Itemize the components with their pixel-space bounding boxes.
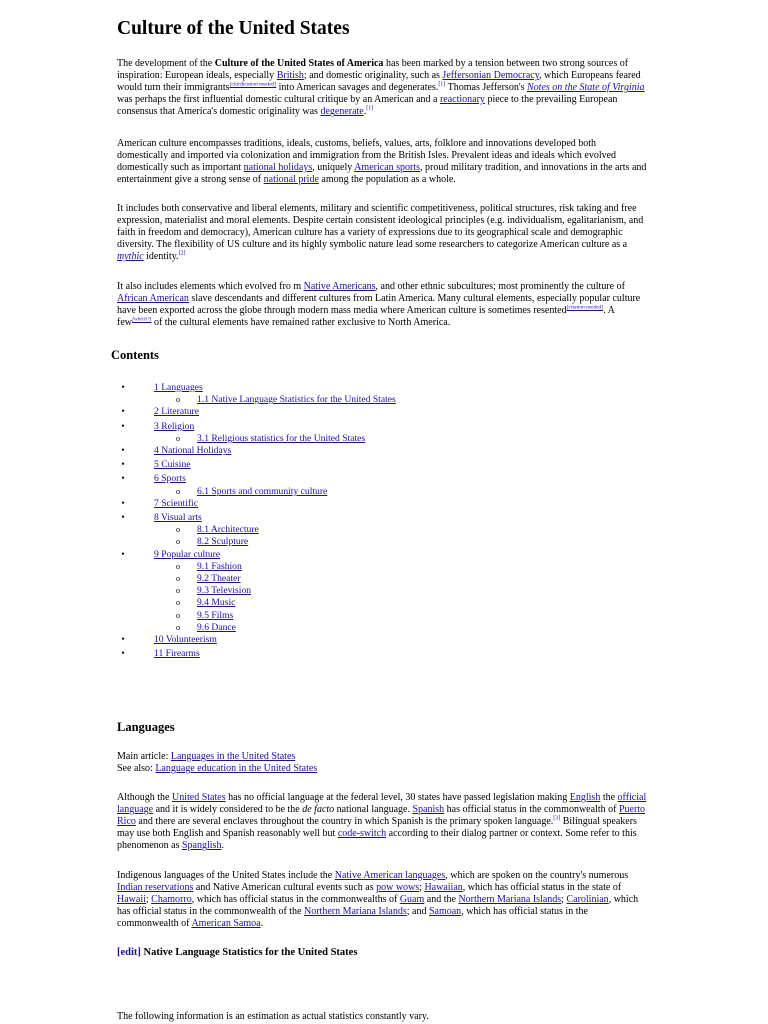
text: slave descendants and different cultures from Latin America. Many cultural elements, especially popular culture have been exported across the globe through modern mass media where American culture is sometimes resented [117, 293, 641, 317]
toc-link[interactable]: 3.1 Religious statistics for the United States [197, 432, 366, 444]
link-hawaii[interactable]: Hawaii [117, 894, 146, 906]
bullet-disc: • [121, 473, 125, 485]
text: and it is widely considered to be the [153, 804, 303, 816]
paragraph-4 [117, 281, 649, 329]
toc-link[interactable]: 1.1 Native Language Statistics for the United States [197, 394, 396, 406]
bullet-circle: o [176, 433, 180, 443]
text: , which are spoken on the country's numerous [445, 870, 629, 881]
text: , proud military tradition, and innovations in the arts and entertainment give a strong sense of [117, 162, 647, 186]
text: ; and domestic originality, such as [303, 70, 443, 82]
toc-link[interactable]: 11 Firearms [154, 648, 200, 660]
cut-off-line: The following information is an estimation as actual statistics constantly vary. [117, 1011, 429, 1022]
link-british[interactable]: British [276, 70, 304, 82]
bullet-circle: o [176, 598, 180, 608]
text: and the [424, 894, 459, 906]
text: ; [561, 894, 567, 906]
link-languages-in-us[interactable]: Languages in the United States [170, 751, 296, 762]
link-notes-on-virginia[interactable]: Notes on the State of Virginia [527, 82, 645, 94]
toc-item [176, 560, 242, 573]
toc-item [121, 459, 191, 471]
note-which[interactable]: [which?] [132, 316, 152, 323]
link-chamorro[interactable]: Chamorro [151, 894, 192, 906]
ref-1[interactable]: [1] [438, 81, 446, 88]
ref-1b[interactable]: [1] [366, 106, 374, 113]
intro-paragraph [117, 58, 649, 118]
toc-item [121, 548, 221, 561]
text: and Native American cultural events such as [193, 882, 377, 894]
bullet-circle: o [176, 561, 180, 571]
toc-item [176, 597, 236, 609]
text: national language. [334, 804, 413, 816]
text: American culture encompasses traditions, ideals, customs, beliefs, values, arts, folklore and innovations developed both domestically and imported via colonization and immigration from the British Isles. Prevalent ideas and ideals which evolved domestically such as important [117, 138, 617, 174]
toc-link[interactable]: 6 Sports [154, 473, 186, 485]
toc-link[interactable]: 8.2 Sculpture [197, 536, 249, 548]
link-degenerate[interactable]: degenerate [320, 106, 364, 118]
bullet-disc: • [121, 512, 125, 523]
toc-item [176, 394, 396, 406]
toc-item [176, 524, 259, 536]
toc-link[interactable]: 8 Visual arts [154, 512, 202, 523]
text: into American savages and degenerates. [276, 82, 439, 94]
bullet-circle: o [176, 395, 180, 405]
bullet-circle: o [176, 574, 180, 583]
text: among the population as a whole. [318, 174, 456, 186]
toc-link[interactable]: 4 National Holidays [154, 445, 232, 456]
toc-link[interactable]: 9.2 Theater [197, 573, 241, 584]
text: See also: [117, 763, 156, 774]
text: piece to the prevailing European consensus that America's domestic originality was [117, 94, 618, 118]
toc-item [176, 621, 236, 634]
text: , which has official status in the commonwealth of the [117, 894, 639, 918]
text: ; and [406, 906, 429, 918]
text: . [221, 840, 224, 852]
note-clarification-needed[interactable]: [clarification needed] [229, 81, 277, 88]
bullet-disc: • [121, 406, 125, 418]
text: The development of the [117, 58, 215, 69]
toc-item [176, 485, 328, 498]
toc-item [121, 406, 200, 418]
link-northern-mariana-islands-2[interactable]: Northern Mariana Islands [304, 906, 407, 918]
toc-link[interactable]: 9.5 Films [197, 609, 234, 621]
link-mythic[interactable]: mythic [117, 251, 144, 263]
toc-item [176, 609, 234, 622]
ref-3[interactable]: [3] [553, 815, 561, 822]
bullet-disc: • [121, 382, 125, 393]
toc-link[interactable]: 9 Popular culture [154, 548, 221, 560]
link-native-americans[interactable]: Native Americans [303, 281, 376, 292]
toc-item [121, 648, 200, 660]
link-samoan[interactable]: Samoan [428, 906, 462, 918]
text: of the cultural elements have remained rather exclusive to North America. [151, 317, 451, 329]
text: ; [145, 894, 152, 906]
italic-term: de facto [302, 804, 335, 816]
text: , which Europeans feared would turn their immigrants [117, 70, 641, 94]
text: has official status in the commonwealth of [444, 804, 619, 816]
toc-link[interactable]: 8.1 Architecture [197, 524, 259, 536]
link-hawaiian[interactable]: Hawaiian [424, 882, 463, 894]
text: has no official language at the federal level, 30 states have passed legislation making [225, 792, 570, 803]
bullet-circle: o [176, 622, 180, 632]
edit-link[interactable]: [edit] [117, 947, 141, 958]
link-reactionary[interactable]: reactionary [439, 94, 485, 106]
languages-heading: Languages [117, 720, 175, 734]
bullet-circle: o [176, 537, 180, 547]
text: , which has official status in the commonwealths of [191, 894, 400, 906]
toc-link[interactable]: 7 Scientific [154, 497, 198, 509]
toc-link[interactable]: 10 Volunteerism [154, 634, 217, 645]
toc-link[interactable]: 9.6 Dance [197, 621, 236, 633]
link-northern-mariana-islands[interactable]: Northern Mariana Islands [458, 894, 562, 906]
native-language-heading [117, 947, 357, 960]
text: , which has official status in the commonwealth of [117, 906, 588, 930]
heading-text: Native Language Statistics for the United States [140, 947, 358, 958]
toc-item [121, 382, 203, 394]
text: . A few [117, 305, 615, 329]
page-title: Culture of the United States [117, 18, 350, 39]
link-national-holidays[interactable]: national holidays [243, 162, 313, 174]
toc-item [121, 420, 195, 433]
toc-item [121, 512, 202, 524]
bullet-disc: • [121, 497, 125, 509]
toc-link[interactable]: 9.3 Television [197, 585, 252, 597]
text: was perhaps the first influential domestic cultural critique by an American and a [117, 94, 440, 106]
link-native-american-languages[interactable]: Native American languages [334, 870, 446, 881]
link-carolinian[interactable]: Carolinian [566, 894, 609, 906]
bullet-disc: • [121, 648, 125, 660]
link-pow-wows[interactable]: pow wows [376, 882, 420, 894]
link-american-samoa[interactable]: American Samoa [191, 918, 261, 930]
toc-item [176, 536, 249, 548]
link-puerto-rico[interactable]: Puerto Rico [117, 804, 646, 828]
text: Main article: [117, 751, 171, 762]
see-also-line [117, 763, 649, 775]
text: identity. [143, 251, 179, 263]
link-official-language[interactable]: official language [117, 792, 647, 816]
toc-item [121, 497, 198, 510]
link-american-sports[interactable]: American sports [354, 162, 421, 174]
toc-link[interactable]: 9.1 Fashion [197, 560, 242, 572]
text: . [260, 918, 264, 930]
bullet-circle: o [176, 486, 180, 496]
link-spanglish[interactable]: Spanglish [182, 840, 222, 852]
paragraph-6 [117, 870, 649, 930]
text: the [600, 792, 618, 803]
link-jeffersonian-democracy[interactable]: Jeffersonian Democracy [442, 70, 540, 82]
toc-item [176, 573, 241, 585]
paragraph-3 [117, 203, 649, 263]
toc-link[interactable]: 6.1 Sports and community culture [197, 485, 328, 497]
toc-link[interactable]: 2 Literature [154, 406, 200, 418]
bullet-disc: • [121, 445, 125, 456]
toc-item [121, 634, 217, 646]
toc-link[interactable]: 5 Cuisine [154, 459, 191, 471]
text: Thomas Jefferson's [445, 82, 528, 94]
link-national-pride[interactable]: national pride [263, 174, 319, 186]
text: Bilingual speakers may use both English and Spanish reasonably well but [117, 816, 637, 840]
text: , uniquely [312, 162, 355, 174]
link-guam[interactable]: Guam [399, 894, 425, 906]
toc-item [121, 473, 186, 485]
text: Although the [117, 792, 172, 803]
text: has been marked by a tension between two strong sources of inspiration: European ideals, especially [117, 58, 629, 82]
contents-heading: Contents [111, 348, 159, 362]
text: . [363, 106, 367, 118]
text: It includes both conservative and liberal elements, military and scientific competitiveness, political structures, risk taking and free expression, materialist and moral elements. Despite certain consistent ideological principles (e.g. individualism, egalitarianism, and faith in freedom and democracy), American culture has a variety of expressions due to its geographical scale and demographic diversity. The flexibility of US culture and its highly symbolic nature lead some researchers to categorize American culture as a [117, 203, 644, 251]
toc-link[interactable]: 1 Languages [154, 382, 203, 393]
link-english[interactable]: English [569, 792, 601, 803]
bold-term: Culture of the United States of America [214, 58, 384, 69]
link-indian-reservations[interactable]: Indian reservations [117, 882, 194, 894]
text: , which has official status in the state of [462, 882, 622, 894]
bullet-disc: • [121, 459, 125, 471]
text: It also includes elements which evolved fro m [117, 281, 304, 292]
link-african-american[interactable]: African American [117, 293, 189, 305]
link-code-switch[interactable]: code-switch [337, 828, 387, 840]
toc-link[interactable]: 3 Religion [154, 420, 195, 432]
toc-link[interactable]: 9.4 Music [197, 597, 236, 609]
toc-item [176, 585, 252, 597]
paragraph-5 [117, 792, 649, 852]
link-spanish[interactable]: Spanish [412, 804, 445, 816]
main-article-line [117, 751, 649, 763]
link-united-states[interactable]: United States [172, 792, 226, 803]
ref-2[interactable]: [2] [178, 251, 186, 258]
text: Indigenous languages of the United States include the [117, 870, 335, 881]
note-citation-needed[interactable]: [citation needed] [566, 304, 604, 311]
bullet-disc: • [121, 634, 125, 645]
text: ; [419, 882, 425, 894]
toc-item [121, 445, 232, 457]
bullet-circle: o [176, 586, 180, 596]
bullet-disc: • [121, 420, 125, 432]
text: according to their dialog partner or context. Some refer to this phenomenon as [117, 828, 637, 852]
toc-item [176, 432, 366, 445]
text: and there are several enclaves throughout the country in which Spanish is the primary spoken language. [135, 816, 554, 828]
bullet-circle: o [176, 610, 180, 620]
paragraph-2 [117, 138, 649, 186]
link-language-education[interactable]: Language education in the United States [155, 763, 318, 774]
text: , and other ethnic subcultures; most prominently the culture of [375, 281, 625, 292]
bullet-circle: o [176, 525, 180, 535]
bullet-disc: • [121, 548, 125, 560]
